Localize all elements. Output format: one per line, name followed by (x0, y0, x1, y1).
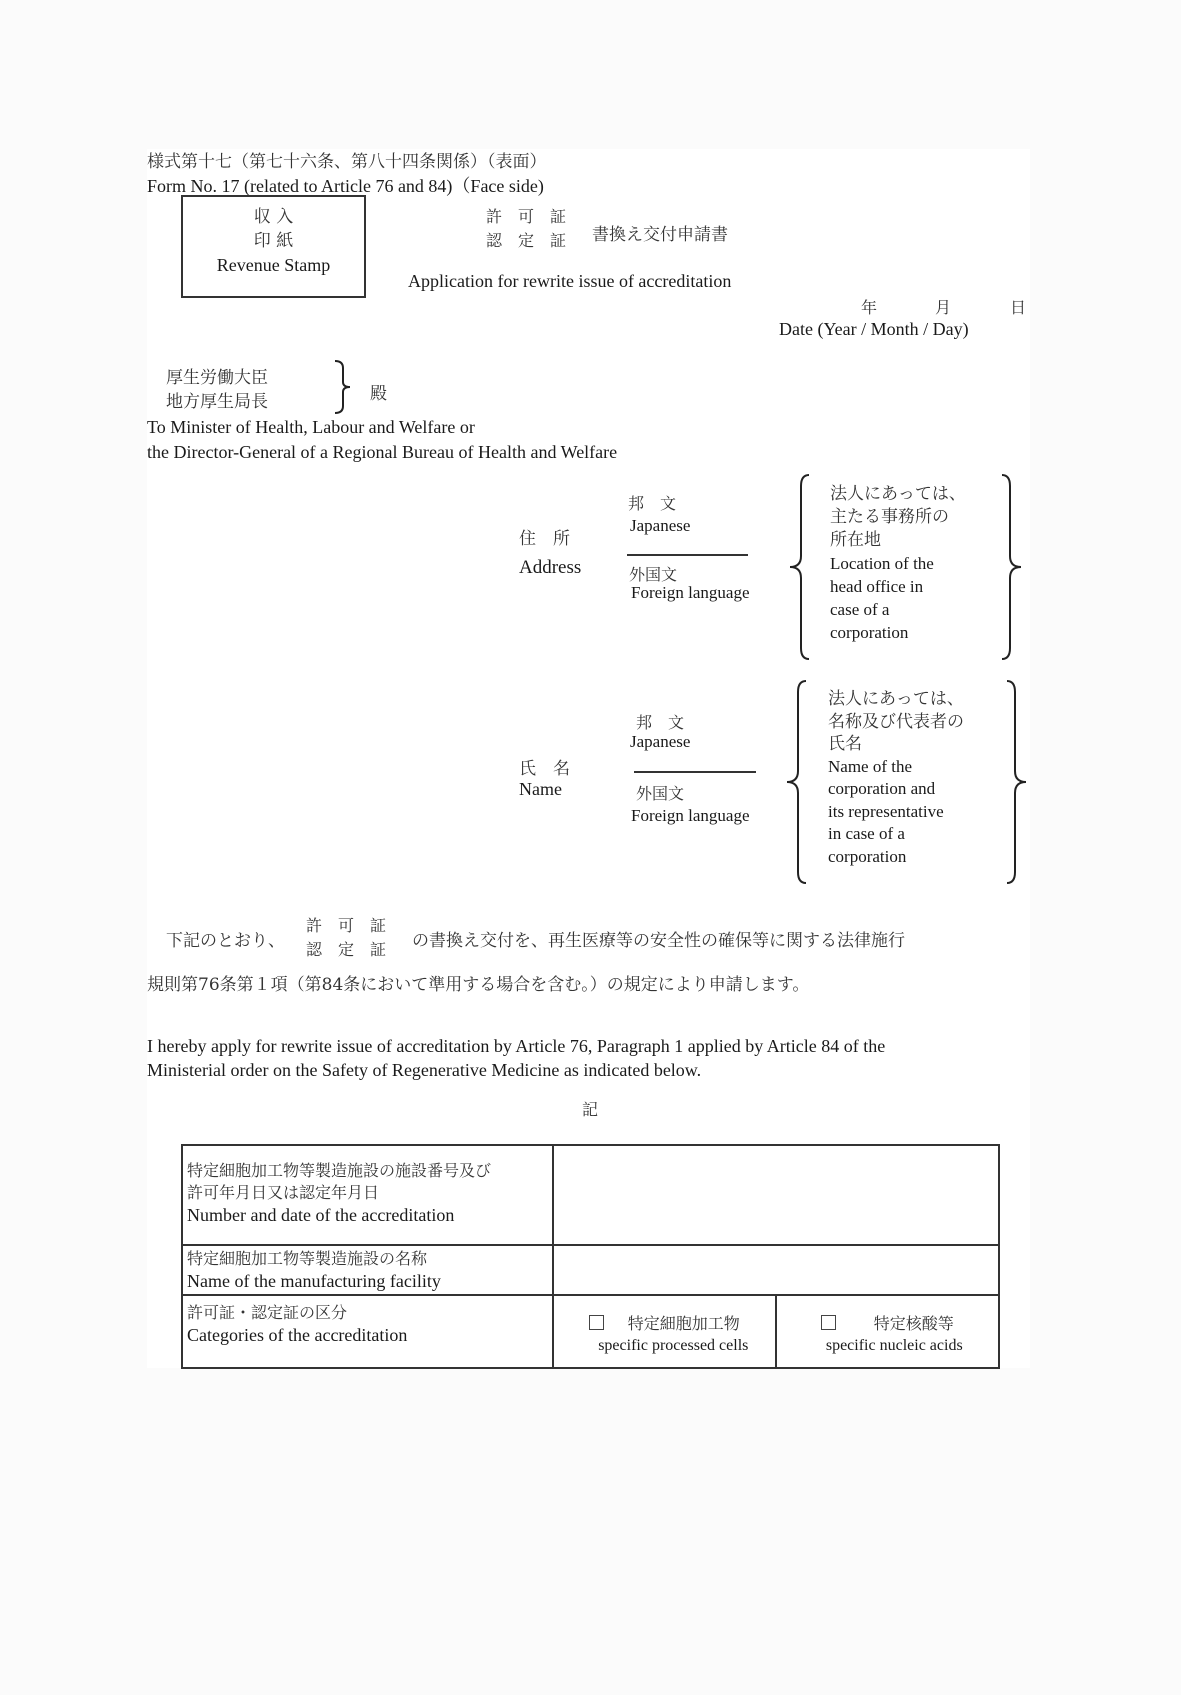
name-note (828, 688, 964, 868)
row-facility-name-en: Name of the manufacturing facility (187, 1271, 441, 1291)
addressee-honorific: 殿 (370, 384, 387, 404)
accreditation-table (181, 1144, 1000, 1369)
name-note-line: its representative (828, 801, 944, 821)
address-note-line: head office in (830, 577, 924, 596)
address-note-line: 主たる事務所の (830, 507, 949, 527)
address-foreign-jp: 外国文 (629, 565, 678, 584)
date-year-label[interactable]: 年 (861, 298, 878, 317)
date-label-en: Date (Year / Month / Day) (779, 319, 969, 339)
addressee-brace (333, 360, 357, 414)
row-category-jp: 許可証・認定証の区分 (187, 1303, 348, 1322)
option2-en: specific nucleic acids (825, 1336, 963, 1354)
name-note-line: Name of the (828, 756, 913, 776)
name-note-line: 氏名 (828, 734, 862, 754)
name-foreign-en[interactable]: Foreign language (631, 806, 750, 825)
name-note-line: 法人にあっては、 (828, 689, 964, 709)
name-note-line: in case of a (828, 824, 905, 843)
form-reference-en: Form No. 17 (related to Article 76 and 84)（Face side) (147, 176, 544, 196)
address-label-jp: 住 所 (519, 529, 570, 549)
address-note-line: Location of the (830, 554, 934, 573)
option2-line (781, 1313, 994, 1335)
address-note-line: case of a (830, 600, 890, 619)
name-note-left-brace (784, 680, 808, 884)
option1-en: specific processed cells (598, 1336, 749, 1354)
addressee-bureau-director: 地方厚生局長 (166, 392, 268, 412)
table-row-number-date (182, 1145, 999, 1245)
address-note-line: corporation (830, 623, 909, 642)
table-row-facility-name (182, 1245, 999, 1295)
statement-jp-line2: 規則第76条第１項（第84条において準用する場合を含む。）の規定により申請します。 (147, 975, 810, 995)
row-category-en: Categories of the accreditation (187, 1325, 408, 1345)
option2-jp: 特定核酸等 (873, 1313, 954, 1333)
address-label-en: Address (519, 557, 582, 578)
address-japanese-jp: 邦 文 (628, 494, 677, 513)
statement-cert-permit: 許 可 証 (306, 916, 387, 935)
statement-cert-accreditation: 認 定 証 (306, 940, 387, 959)
address-divider-line (627, 554, 748, 556)
addressee-minister: 厚生労働大臣 (166, 368, 268, 388)
row-number-date-jp2: 許可年月日又は認定年月日 (187, 1183, 380, 1202)
title-cert-permit: 許 可 証 (486, 207, 567, 226)
row-number-date-en: Number and date of the accreditation (187, 1205, 455, 1225)
statement-ki: 記 (582, 1100, 599, 1119)
address-foreign-en[interactable]: Foreign language (631, 583, 750, 602)
name-foreign-jp: 外国文 (636, 784, 685, 803)
row-facility-name-jp: 特定細胞加工物等製造施設の名称 (187, 1249, 428, 1268)
title-cert-stack (486, 205, 566, 253)
name-note-line: corporation (828, 846, 907, 866)
address-note (830, 483, 966, 644)
statement-en-line1: I hereby apply for rewrite issue of accreditation by Article 76, Paragraph 1 applied by Article 84 of the (147, 1036, 886, 1056)
category-option-processed-cells[interactable] (553, 1295, 776, 1368)
title-cert-accreditation: 認 定 証 (486, 231, 567, 250)
row-facility-name-label (182, 1245, 553, 1295)
addressee-en-line1: To Minister of Health, Labour and Welfare or (147, 417, 475, 437)
statement-cert-stack (306, 914, 386, 962)
addressee-en-line2: the Director-General of a Regional Bureau of Health and Welfare (147, 442, 618, 462)
title-suffix: 書換え交付申請書 (592, 225, 728, 245)
title-en: Application for rewrite issue of accreditation (408, 271, 732, 291)
row-number-date-value[interactable] (553, 1145, 999, 1245)
name-japanese-jp: 邦 文 (636, 713, 685, 732)
statement-jp-prefix: 下記のとおり、 (166, 931, 285, 951)
stamp-label-jp2: 印 紙 (253, 231, 294, 251)
date-day-label[interactable]: 日 (1010, 298, 1027, 317)
name-note-right-brace (1005, 680, 1029, 884)
table-row-category (182, 1295, 999, 1368)
statement-jp-suffix: の書換え交付を、再生医療等の安全性の確保等に関する法律施行 (412, 931, 905, 951)
stamp-label-en: Revenue Stamp (216, 255, 331, 275)
revenue-stamp-box (181, 195, 366, 298)
address-japanese-en[interactable]: Japanese (630, 516, 691, 535)
option1-line (558, 1313, 771, 1335)
row-number-date-label (182, 1145, 553, 1245)
name-label-jp: 氏 名 (519, 759, 570, 779)
name-note-line: corporation and (828, 779, 936, 798)
addressee-jp-stack (166, 366, 268, 414)
row-facility-name-value[interactable] (553, 1245, 999, 1295)
address-note-line: 所在地 (830, 530, 881, 550)
name-label-en: Name (519, 779, 562, 799)
name-divider-line (634, 771, 756, 773)
date-month-label[interactable]: 月 (935, 298, 952, 317)
address-note-line: 法人にあっては、 (830, 484, 966, 504)
row-category-label (182, 1295, 553, 1368)
option1-jp: 特定細胞加工物 (627, 1313, 740, 1333)
name-note-line: 名称及び代表者の (828, 711, 964, 732)
stamp-label-jp1: 収 入 (253, 207, 294, 227)
category-option-nucleic-acids[interactable] (776, 1295, 999, 1368)
address-note-left-brace (787, 474, 811, 660)
processed-cells-checkbox[interactable] (589, 1315, 604, 1330)
address-note-right-brace (1000, 474, 1024, 660)
row-number-date-jp1: 特定細胞加工物等製造施設の施設番号及び (187, 1161, 492, 1180)
name-japanese-en[interactable]: Japanese (630, 732, 691, 751)
form-reference-jp: 様式第十七（第七十六条、第八十四条関係）（表面） (147, 152, 547, 172)
nucleic-acids-checkbox[interactable] (821, 1315, 836, 1330)
statement-en-line2: Ministerial order on the Safety of Regenerative Medicine as indicated below. (147, 1060, 702, 1080)
